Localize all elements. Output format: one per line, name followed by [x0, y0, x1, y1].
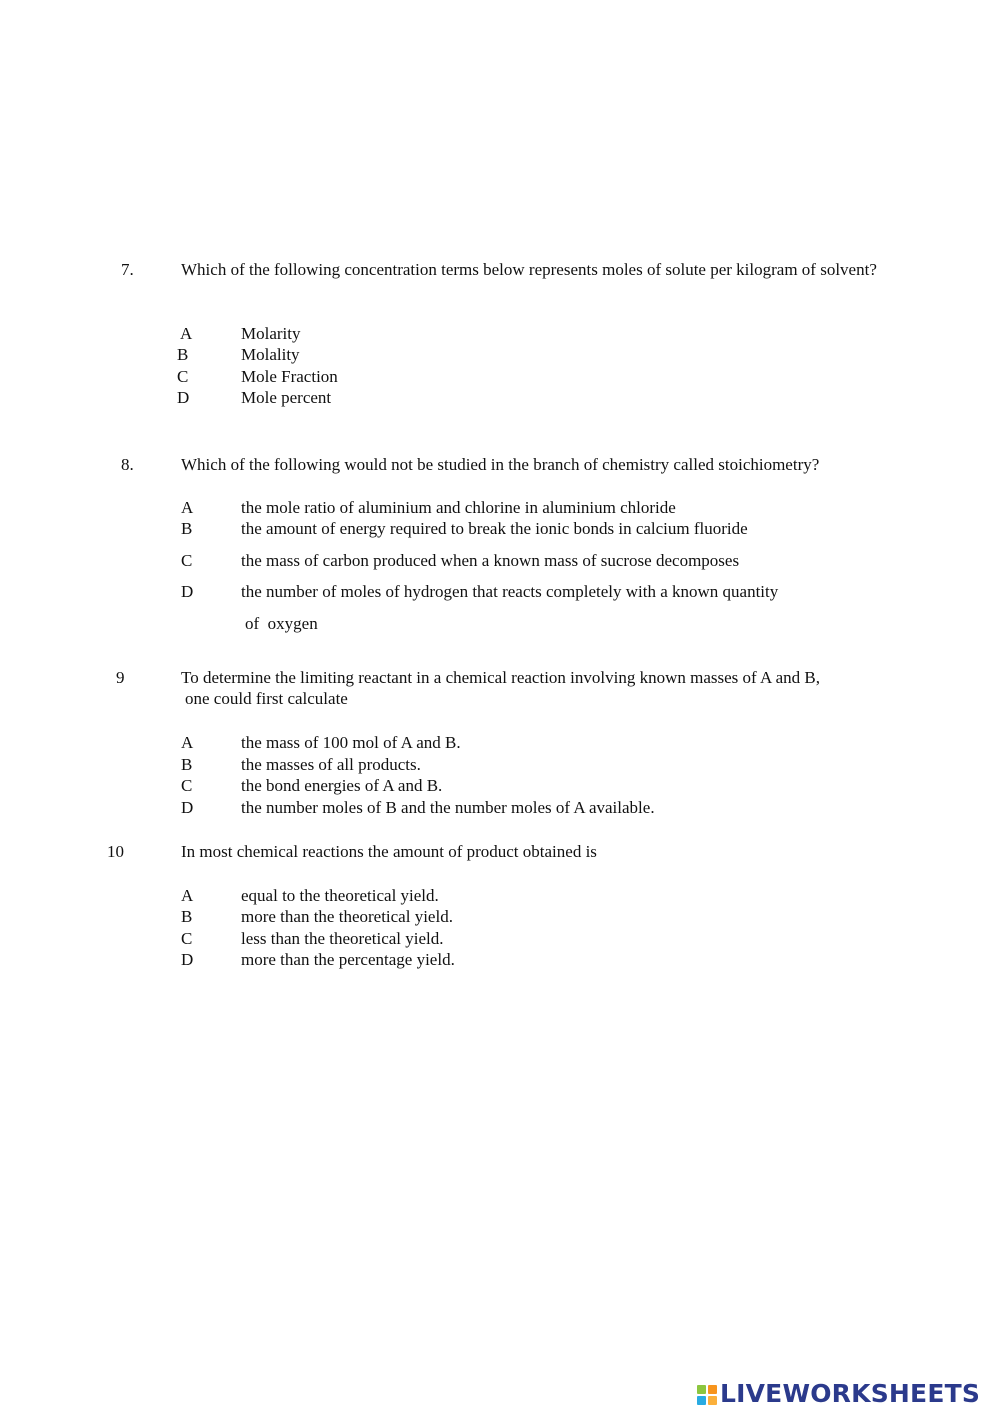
logo-mark-square	[697, 1396, 706, 1405]
question-number: 10	[107, 842, 124, 861]
option-letter: D	[177, 388, 190, 407]
option-letter: D	[181, 798, 194, 817]
option-letter: A	[180, 324, 193, 343]
option-letter: B	[181, 907, 193, 926]
option-letter: D	[181, 950, 194, 969]
option-letter: C	[177, 367, 189, 386]
logo-text: LIVEWORKSHEETS	[720, 1379, 981, 1408]
option-letter: A	[181, 733, 194, 752]
logo-mark-square	[708, 1385, 717, 1394]
option-letter: A	[181, 886, 194, 905]
option-text[interactable]: Mole percent	[241, 388, 332, 407]
option-text[interactable]: the mass of 100 mol of A and B.	[241, 733, 461, 752]
logo-mark-icon	[697, 1385, 717, 1405]
option-text-continuation[interactable]: of oxygen	[245, 614, 318, 633]
question-number: 8.	[121, 455, 134, 474]
logo-mark-square	[708, 1396, 717, 1405]
option-text[interactable]: the number moles of B and the number moles of A available.	[241, 798, 655, 817]
option-letter: B	[181, 519, 193, 538]
option-text[interactable]: the number of moles of hydrogen that reacts completely with a known quantity	[241, 582, 779, 601]
option-text[interactable]: Molarity	[241, 324, 301, 343]
option-text[interactable]: more than the percentage yield.	[241, 950, 455, 969]
option-letter: C	[181, 776, 193, 795]
question-number: 9	[116, 668, 125, 687]
option-letter: C	[181, 551, 193, 570]
option-letter: C	[181, 929, 193, 948]
option-text[interactable]: Molality	[241, 345, 300, 364]
option-text[interactable]: equal to the theoretical yield.	[241, 886, 439, 905]
question-text-line2: one could first calculate	[185, 689, 348, 708]
option-text[interactable]: the masses of all products.	[241, 755, 421, 774]
option-text[interactable]: less than the theoretical yield.	[241, 929, 444, 948]
question-text: In most chemical reactions the amount of product obtained is	[181, 842, 597, 861]
liveworksheets-logo[interactable]	[697, 1380, 980, 1408]
option-text[interactable]: Mole Fraction	[241, 367, 338, 386]
option-letter: A	[181, 498, 194, 517]
option-letter: B	[181, 755, 193, 774]
question-text: Which of the following would not be studied in the branch of chemistry called stoichiometry?	[181, 455, 820, 474]
option-letter: B	[177, 345, 189, 364]
option-text[interactable]: more than the theoretical yield.	[241, 907, 453, 926]
question-text: To determine the limiting reactant in a chemical reaction involving known masses of A and B,	[181, 668, 820, 687]
question-text: Which of the following concentration terms below represents moles of solute per kilogram of solvent?	[181, 260, 877, 279]
option-text[interactable]: the mole ratio of aluminium and chlorine in aluminium chloride	[241, 498, 676, 517]
logo-mark-square	[697, 1385, 706, 1394]
option-letter: D	[181, 582, 194, 601]
option-text[interactable]: the bond energies of A and B.	[241, 776, 443, 795]
question-number: 7.	[121, 260, 134, 279]
option-text[interactable]: the amount of energy required to break the ionic bonds in calcium fluoride	[241, 519, 748, 538]
option-text[interactable]: the mass of carbon produced when a known mass of sucrose decomposes	[241, 551, 740, 570]
